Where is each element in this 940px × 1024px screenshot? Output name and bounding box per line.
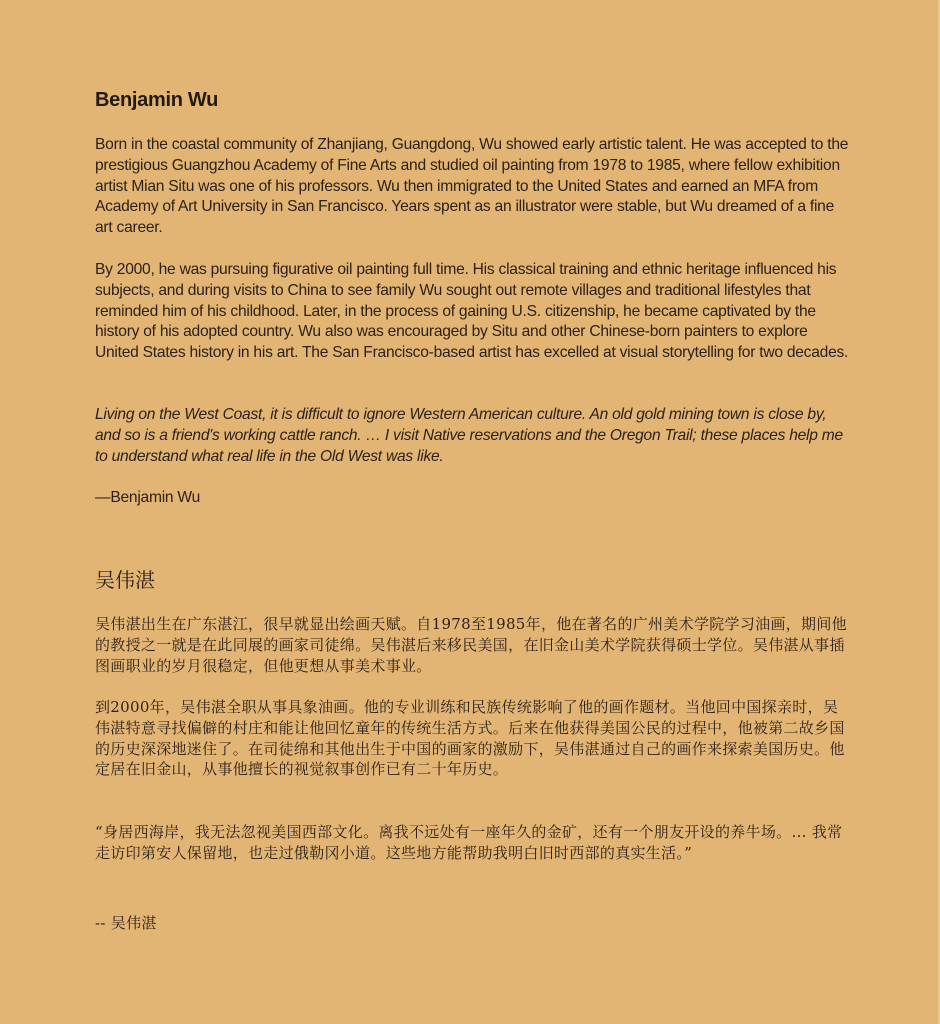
chinese-paragraph-2: 到2000年，吴伟湛全职从事具象油画。他的专业训练和民族传统影响了他的画作题材。当他回中国探亲时，吴伟湛特意寻找偏僻的村庄和能让他回忆童年的传统生活方式。后来在他获得美国公民的过程中，他被第二故乡国的历史深深地迷住了。在司徒绵和其他出生于中国的画家的激励下，吴伟湛通过自己的画作来探索美国历史。他定居在旧金山，从事他擅长的视觉叙事创作已有二十年历史。: [95, 698, 845, 779]
chinese-quote: “身居西海岸，我无法忽视美国西部文化。离我不远处有一座年久的金矿，还有一个朋友开设的养牛场。… 我常走访印第安人保留地，也走过俄勒冈小道。这些地方能帮助我明白旧时西部的真实生活。”: [95, 823, 843, 862]
english-quote: Living on the West Coast, it is difficult to ignore Western American culture. An old gold mining town is close by, and so is a friend's working cattle ranch. … I visit Native reservations and the Oregon Trail; these places help me to understand what real life in the Old West was like.: [95, 406, 843, 465]
english-paragraph-2: By 2000, he was pursuing figurative oil painting full time. His classical training and ethnic heritage influenced his subjects, and during visits to China to see family Wu sought out remote villages and traditional lifestyles that reminded him of his childhood. Later, in the process of gaining U.S. citizenship, he became captivated by the history of his adopted country. Wu also was encouraged by Situ and other Chinese-born painters to explore United States history in his art. The San Francisco-based artist has excelled at visual storytelling for two decades.: [95, 261, 849, 362]
chinese-paragraph-1: 吴伟湛出生在广东湛江，很早就显出绘画天赋。自1978至1985年，他在著名的广州美术学院学习油画，期间他的教授之一就是在此同展的画家司徒绵。吴伟湛后来移民美国，在旧金山美术学院获得硕士学位。吴伟湛从事插图画职业的岁月很稳定，但他更想从事美术事业。: [95, 615, 847, 675]
chinese-title: 吴伟湛: [95, 568, 155, 592]
english-attribution: —Benjamin Wu: [95, 489, 201, 506]
english-paragraph-1: Born in the coastal community of Zhanjiang, Guangdong, Wu showed early artistic talent. He was accepted to the prestigious Guangzhou Academy of Fine Arts and studied oil painting from 1978 to 1985, where fellow exhibition artist Mian Situ was one of his professors. Wu then immigrated to the United States and earned an MFA from Academy of Art University in San Francisco. Years spent as an illustrator were stable, but Wu dreamed of a fine art career.: [95, 136, 849, 237]
chinese-attribution: -- 吴伟湛: [95, 914, 157, 932]
english-title: Benjamin Wu: [95, 89, 219, 111]
